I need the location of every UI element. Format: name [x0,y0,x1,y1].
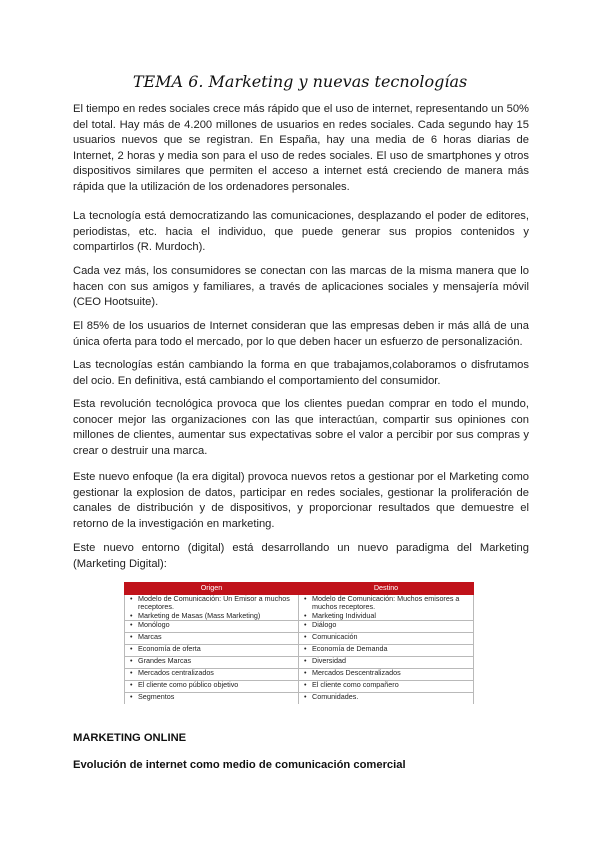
section-heading-marketing-online: MARKETING ONLINE [73,732,187,744]
table-row [125,693,474,705]
table-cell-origen [125,621,299,633]
table-cell-origen [125,633,299,645]
table-row [125,595,474,621]
list-item: • El cliente como compañero [312,681,471,689]
list-item: • Economía de oferta [138,645,296,653]
column-header-destino: Destino [299,583,474,595]
table-row [125,645,474,657]
list-item: • Comunicación [312,633,471,641]
list-item: • Comunidades. [312,693,471,701]
list-item: • Grandes Marcas [138,657,296,665]
list-item: • Mercados centralizados [138,669,296,677]
list-item: • Monólogo [138,621,296,629]
list-item: • Marketing Individual [312,612,471,620]
table-cell-destino [299,657,474,669]
table-cell-destino [299,621,474,633]
list-item: • Marcas [138,633,296,641]
paragraph-nuevo-entorno: Este nuevo entorno (digital) está desarrollando un nuevo paradigma del Marketing (Marketing Digital): [73,542,529,570]
list-item: • Economía de Demanda [312,645,471,653]
paragraph-revolucion: Esta revolución tecnológica provoca que los clientes puedan comprar en todo el mundo, conocer mejor las organizaciones con las que interactúan, compartir sus opiniones con millones de clientes, aumentar sus expectativas sobre el valor a percibir por sus compras y crear o destruir una marca. [73,398,529,457]
column-header-origen: Origen [125,583,299,595]
paragraph-consumidores: Cada vez más, los consumidores se conectan con las marcas de la misma manera que lo hacen con sus amigos y familiares, a través de aplicaciones sociales y mensajería móvil (CEO Hootsuite). [73,265,529,309]
table-row [125,681,474,693]
list-item: • Modelo de Comunicación: Un Emisor a muchos receptores. [138,595,296,612]
list-item: • Modelo de Comunicación: Muchos emisores a muchos receptores. [312,595,471,612]
table-cell-origen [125,595,299,621]
list-item: • Diversidad [312,657,471,665]
paragraph-personalizacion: El 85% de los usuarios de Internet consideran que las empresas deben ir más allá de una única oferta para todo el mercado, por lo que deben hacer un esfuerzo de personalización. [73,320,529,348]
page-title: TEMA 6. Marketing y nuevas tecnologías [132,72,468,91]
table-cell-destino [299,645,474,657]
paragraph-tecnologias: Las tecnologías están cambiando la forma en que trabajamos,colaboramos o disfrutamos del ocio. En definitiva, está cambiando el comportamiento del consumidor. [73,359,529,387]
list-item: • Segmentos [138,693,296,701]
table-cell-destino [299,669,474,681]
paragraph-democratizando: La tecnología está democratizando las comunicaciones, desplazando el poder de editores, periodistas, etc. hacia el individuo, que puede generar sus propios contenidos y compartirlos (R. Murdoch). [73,210,529,254]
table-cell-destino [299,681,474,693]
table-cell-origen [125,693,299,705]
table-cell-destino [299,595,474,621]
table-row [125,669,474,681]
table-cell-origen [125,645,299,657]
list-item: • Marketing de Masas (Mass Marketing) [138,612,296,620]
list-item: • El cliente como público objetivo [138,681,296,689]
table-row [125,621,474,633]
list-item: • Diálogo [312,621,471,629]
table-cell-origen [125,657,299,669]
table-row [125,633,474,645]
paragraph-era-digital: Este nuevo enfoque (la era digital) provoca nuevos retos a gestionar por el Marketing como gestionar la explosion de datos, participar en redes sociales, gestionar la proliferación de canales de distribución y de dispositivos, y proporcionar resultados que demuestre el retorno de la investigación en marketing. [73,471,529,530]
section-heading-evolucion-internet: Evolución de internet como medio de comunicación comercial [73,759,406,771]
table-row [125,657,474,669]
table-cell-destino [299,633,474,645]
table-cell-origen [125,669,299,681]
list-item: • Mercados Descentralizados [312,669,471,677]
paragraph-redes-sociales: El tiempo en redes sociales crece más rápido que el uso de internet, representando un 50% del total. Hay más de 4.200 millones de usuarios en redes sociales. Cada segundo hay 15 usuarios nuevos que se registran. En España, hay una media de 6 horas diarias de Internet, 2 horas y media son para el uso de redes sociales. El uso de smartphones y otros dispositivos similares que permiten el acceso a internet está creciendo de manera más rápida que la utilización de los ordenadores personales. [73,103,529,193]
table-cell-origen [125,681,299,693]
paradigm-table [124,582,474,704]
table-cell-destino [299,693,474,705]
